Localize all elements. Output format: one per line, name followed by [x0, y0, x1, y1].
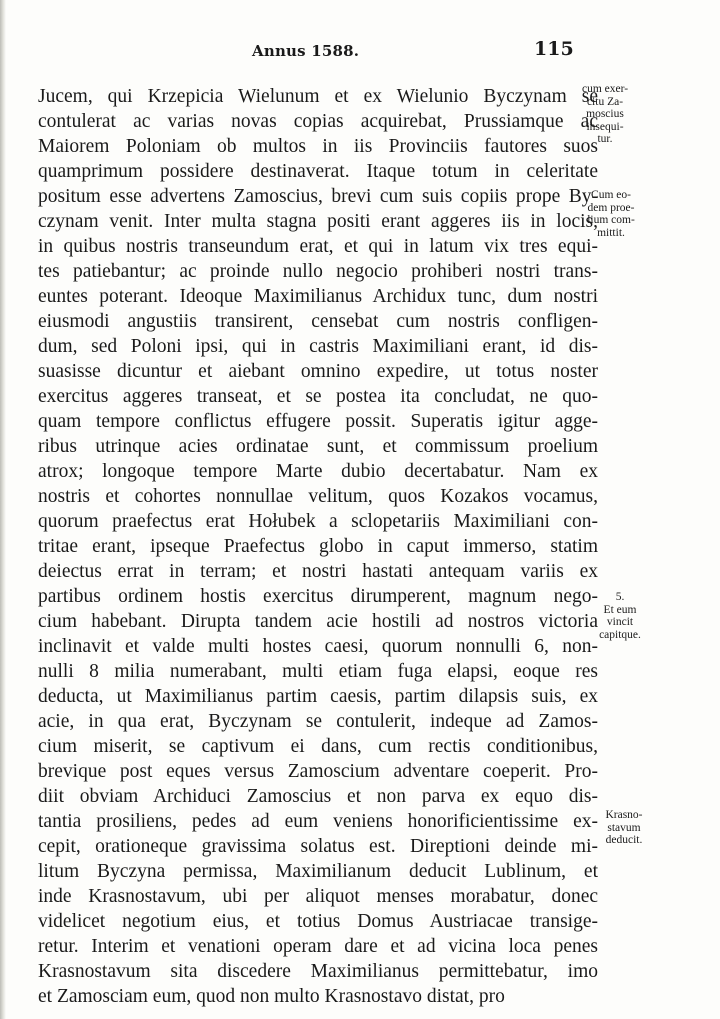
- body-text: [38, 84, 598, 1009]
- text-line: Krasnostavum sita discedere Maximilianus permittebatur, imo: [38, 961, 598, 982]
- text-line: nostris et cohortes nonnullae velitum, quos Kozakos vocamus,: [38, 486, 598, 507]
- margin-note-line: capitque.: [599, 628, 641, 641]
- margin-note-line: mittit.: [597, 226, 625, 239]
- margin-note-line: deducit.: [605, 834, 643, 846]
- text-line: positum esse advertens Zamoscius, brevi cum suis copiis prope By-: [38, 186, 598, 207]
- margin-note-line: stavum: [607, 821, 641, 834]
- margin-note: [592, 809, 656, 847]
- text-line: videlicet negotium eius, et totius Domus Austriacae transige-: [38, 911, 598, 932]
- text-line: in quibus nostris transeundum erat, et qui in latum vix tres equi-: [38, 236, 598, 257]
- text-line: deducta, ut Maximilianus partim caesis, partim dilapsis suis, ex: [38, 686, 598, 707]
- text-line: atrox; longoque tempore Marte dubio decertabatur. Nam ex: [38, 461, 598, 482]
- text-line: et Zamosciam eum, quod non multo Krasnostavo distat, pro: [38, 986, 505, 1007]
- text-line: brevique post eques versus Zamoscium adventare coeperit. Pro-: [38, 761, 598, 782]
- text-line: quamprimum possidere destinaverat. Itaque totum in celeritate: [38, 161, 598, 182]
- margin-note-line: vincit: [606, 616, 634, 628]
- text-line: exercitus aggeres transeat, et se postea ita concludat, ne quo-: [38, 386, 598, 407]
- text-line: partibus ordinem hostis exercitus dirumperent, magnum nego-: [38, 586, 598, 607]
- margin-note-line: tur.: [597, 133, 613, 145]
- margin-note-line: Cum eo-: [591, 189, 631, 201]
- page-number: 115: [534, 38, 574, 60]
- text-line: eiusmodi angustiis transirent, censebat cum nostris confligen-: [38, 311, 598, 332]
- text-line: Maiorem Poloniam ob multos in iis Provinciis fautores suos: [38, 136, 598, 157]
- text-line: acie, in qua erat, Byczynam se contulerit, indeque ad Zamos-: [38, 711, 598, 732]
- text-line: retur. Interim et venationi operam dare et ad vicina loca penes: [38, 936, 598, 957]
- margin-note-line: citu Za-: [586, 95, 624, 108]
- margin-note: [576, 83, 634, 146]
- text-line: czynam venit. Inter multa stagna positi erant aggeres iis in locis,: [38, 211, 598, 232]
- page-header: [0, 38, 720, 68]
- text-line: deiectus errat in terram; et nostri hastati antequam variis ex: [38, 561, 598, 582]
- margin-note-line: cum exer-: [581, 83, 629, 95]
- text-line: nulli 8 milia numerabant, multi etiam fuga elapsi, eoque res: [38, 661, 598, 682]
- text-line: quorum praefectus erat Hołubek a sclopetariis Maximiliani con-: [38, 511, 598, 532]
- text-line: cium habebant. Dirupta tandem acie hostili ad nostros victoria: [38, 611, 598, 632]
- text-line: cepit, orationeque gravissima solatus est. Direptioni deinde mi-: [38, 836, 598, 857]
- text-line: tes patiebantur; ac proinde nullo negocio prohiberi nostri trans-: [38, 261, 598, 282]
- text-line: contulerat ac varias novas copias acquirebat, Prussiamque ac: [38, 111, 598, 132]
- text-line: litum Byczyna permissa, Maximilianum deducit Lublinum, et: [38, 861, 598, 882]
- running-head: Annus 1588.: [252, 42, 360, 60]
- text-line: inde Krasnostavum, ubi per aliquot menses morabatur, donec: [38, 886, 598, 907]
- margin-note-line: 5.: [615, 591, 625, 603]
- margin-note: [588, 591, 652, 641]
- margin-note-line: Krasno-: [605, 809, 643, 821]
- text-line: tritae erant, ipseque Praefectus globo in caput immerso, statim: [38, 536, 598, 557]
- page-edge-shadow: [0, 0, 6, 1019]
- text-line: cium miserit, se captivum ei dans, cum rectis conditionibus,: [38, 736, 598, 757]
- margin-note-line: Et eum: [603, 603, 637, 616]
- text-line: suasisse dicuntur et aiebant omnino expedire, ut totus noster: [38, 361, 598, 382]
- text-line: dum, sed Poloni ipsi, qui in castris Maximiliani erant, id dis-: [38, 336, 598, 357]
- text-line: tantia prosiliens, pedes ad eum veniens honorificientissime ex-: [38, 811, 598, 832]
- margin-note-line: moscius: [586, 108, 624, 120]
- margin-note-line: insequi-: [586, 120, 624, 133]
- text-line: ribus utrinque acies ordinatae sunt, et commissum proelium: [38, 436, 598, 457]
- text-line: quam tempore conflictus effugere possit. Superatis igitur agge-: [38, 411, 598, 432]
- text-line: inclinavit et valde multi hostes caesi, quorum nonnulli 6, non-: [38, 636, 598, 657]
- margin-note: [580, 189, 642, 239]
- margin-note-line: lium com-: [587, 214, 635, 226]
- text-line: diit obviam Archiduci Zamoscius et non parva ex equo dis-: [38, 786, 598, 807]
- text-line: Jucem, qui Krzepicia Wielunum et ex Wielunio Byczynam se: [38, 86, 598, 107]
- margin-note-line: dem proe-: [587, 201, 635, 214]
- text-line: euntes poterant. Ideoque Maximilianus Archidux tunc, dum nostri: [38, 286, 598, 307]
